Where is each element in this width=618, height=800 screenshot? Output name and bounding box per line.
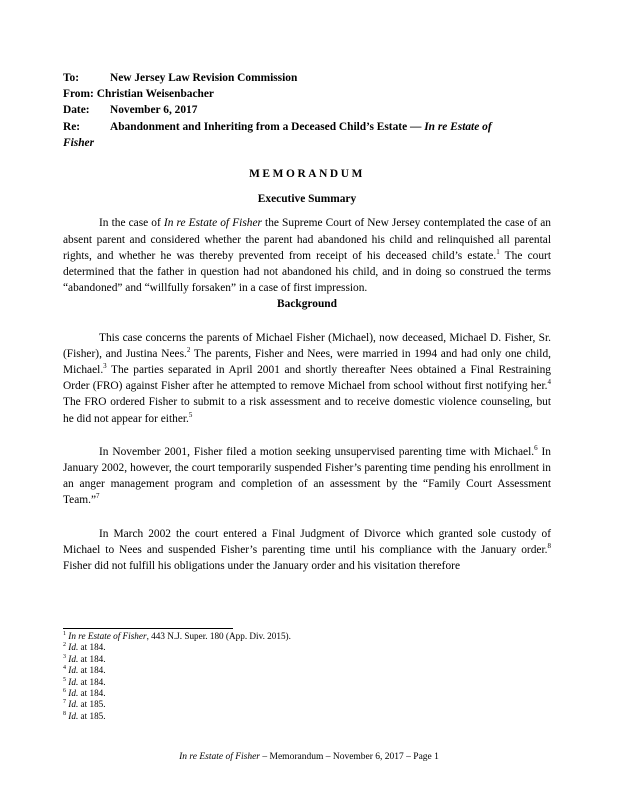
footnote-text: at 184. <box>78 665 106 676</box>
p3-text-a: In November 2001, Fisher filed a motion seeking unsupervised parenting time with Michael. <box>99 445 535 458</box>
p1-text-b: the Supreme Court of New Jersey contemplated the case of an absent parent and considered whether the parent had abandoned his child and relinquished all parental rights, and whether he was thereby prevented from receipt of his deceased child’s estate. <box>63 217 551 262</box>
footnote-text: at 184. <box>78 688 106 699</box>
footnote-text: at 184. <box>78 653 106 664</box>
to-value: New Jersey Law Revision Commission <box>110 72 298 84</box>
re-value-case-2: Fisher <box>63 136 95 149</box>
executive-summary-paragraph <box>63 215 551 296</box>
footnote-text: at 185. <box>78 699 106 710</box>
background-paragraph-1 <box>63 330 551 427</box>
footnote-ref-2[interactable]: 2 <box>186 346 191 355</box>
footnote-citation: Id. <box>68 642 79 653</box>
footnote-number: 7 <box>63 699 66 706</box>
footnote-item <box>63 642 551 653</box>
footnote-citation: Id. <box>68 665 79 676</box>
re-value <box>110 121 492 133</box>
footnote-number: 2 <box>63 642 66 649</box>
footnote-ref-3[interactable]: 3 <box>103 362 107 371</box>
re-label: Re: <box>63 120 81 133</box>
footnote-ref-1[interactable]: 1 <box>496 248 500 257</box>
footnote-citation: Id. <box>68 699 79 710</box>
footnote-item <box>63 699 551 710</box>
p4-text-a: In March 2002 the court entered a Final Judgment of Divorce which granted sole custody of Michael to Nees and suspended Fisher’s parenting time until his compliance with the January order. <box>63 527 551 556</box>
date-label: Date: <box>63 104 90 117</box>
footnote-item <box>63 711 551 722</box>
footnote-citation: Id. <box>68 676 79 687</box>
date-value: November 6, 2017 <box>110 104 198 117</box>
footnote-citation: Id. <box>68 653 79 664</box>
from-label: From: <box>63 88 94 101</box>
footer-text: – Memorandum – November 6, 2017 – Page 1 <box>260 752 439 762</box>
footnote-item <box>63 688 551 699</box>
footnote-item <box>63 665 551 676</box>
footnote-number: 1 <box>63 630 66 637</box>
footnote-citation: Id. <box>68 688 79 699</box>
to-label: To: <box>63 72 80 84</box>
re-value-text: Abandonment and Inheriting from a Deceased Child’s Estate — <box>110 120 425 133</box>
footnote-item <box>63 677 551 688</box>
from-value: Christian Weisenbacher <box>96 88 214 101</box>
date-line <box>63 102 551 118</box>
memo-page <box>63 70 551 574</box>
executive-summary-heading: Executive Summary <box>257 193 357 206</box>
footnote-ref-4[interactable]: 4 <box>547 378 551 387</box>
footnotes-list <box>63 631 551 722</box>
footnote-number: 5 <box>63 676 66 683</box>
footnote-citation: Id. <box>68 710 79 721</box>
footnote-item <box>63 631 551 642</box>
footnote-number: 4 <box>63 665 66 672</box>
to-line <box>63 70 551 86</box>
footnote-divider <box>63 628 233 629</box>
page-footer <box>0 752 618 762</box>
footnote-number: 6 <box>63 687 66 694</box>
p2-text-c: The parties separated in April 2001 and shortly thereafter Nees obtained a Final Restraining Order (FRO) against Fisher after he attempted to remove Michael from school without first notifying her. <box>63 364 551 393</box>
footnote-item <box>63 654 551 665</box>
background-paragraph-2 <box>63 444 551 509</box>
footnote-citation: In re Estate of Fisher <box>68 631 147 641</box>
p1-text-a: In the case of <box>99 217 164 230</box>
footnote-text: at 184. <box>78 676 106 687</box>
from-line <box>63 86 551 102</box>
p4-text-b: Fisher did not fulfill his obligations under the January order and his visitation therefore <box>63 560 461 573</box>
footnote-ref-5[interactable]: 5 <box>188 410 193 419</box>
footnote-number: 8 <box>63 710 66 717</box>
re-value-case-1: In re Estate of <box>424 120 492 133</box>
memo-header <box>63 70 551 151</box>
footnote-ref-8[interactable]: 8 <box>547 542 551 551</box>
p2-text-a: This case concerns the parents of Michael Fisher (Michael), now deceased, Michael D. Fisher, Sr. (Fisher), and Justina Nees. <box>63 331 551 360</box>
p1-text-c: The court determined that the father in question had not abandoned his child, and in doing so construed the terms “abandoned” and “willfully forsaken” in a case of first impression. <box>63 249 551 295</box>
p1-case-name: In re Estate of Fisher <box>163 217 262 230</box>
footnote-ref-7[interactable]: 7 <box>96 492 100 501</box>
footnote-ref-6[interactable]: 6 <box>534 444 538 453</box>
footnote-number: 3 <box>63 653 66 660</box>
background-paragraph-3 <box>63 526 551 575</box>
footnote-text: at 185. <box>78 710 106 721</box>
p2-text-d: The FRO ordered Fisher to submit to a risk assessment and to receive domestic violence counseling, but he did not appear for either. <box>63 396 551 425</box>
footnote-text: , 443 N.J. Super. 180 (App. Div. 2015). <box>146 631 291 641</box>
p2-text-b: The parents, Fisher and Nees, were married in 1994 and had only one child, Michael. <box>63 347 551 377</box>
re-line <box>63 119 551 151</box>
memo-title: MEMORANDUM <box>249 168 365 181</box>
p3-text-b: In January 2002, however, the court temporarily suspended Fisher’s parenting time pending his enrollment in an anger management program and completion of an assessment by the “Family Court Assessment Team.” <box>63 445 551 507</box>
footer-case-name: In re Estate of Fisher <box>179 752 261 762</box>
footnote-text: at 184. <box>78 642 106 653</box>
background-heading: Background <box>277 298 337 311</box>
